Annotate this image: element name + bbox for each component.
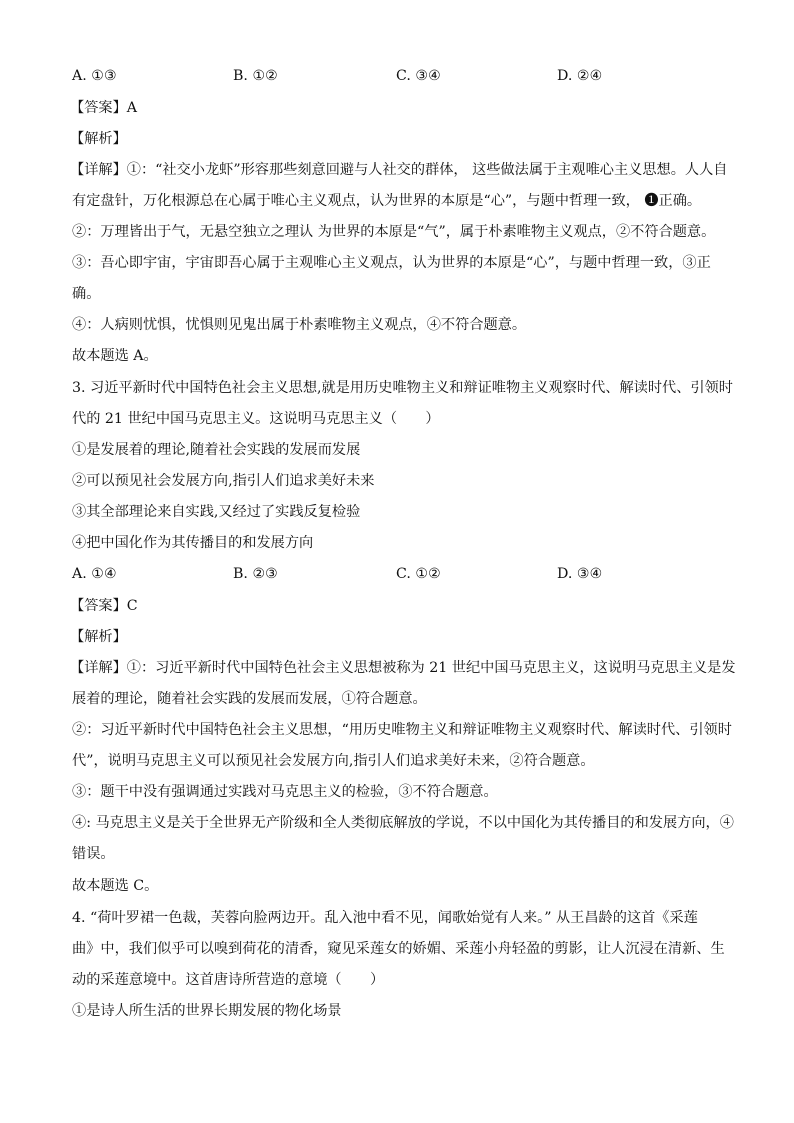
q3-statement: ①是发展着的理论,随着社会实践的发展而发展 <box>72 442 361 458</box>
q3-detail-line: ③：题干中没有强调通过实践对马克思主义的检验，③不符合题意。 <box>72 784 498 800</box>
q3-statement: ②可以预见社会发展方向,指引人们追求美好未来 <box>72 473 375 489</box>
q2-detail-line: 【详解】①：“社交小龙虾”形容那些刻意回避与人社交的群体， 这些做法属于主观唯心主义思想。人人自 <box>70 162 728 178</box>
q3-detail-line: 展着的理论，随着社会实践的发展而发展，①符合题意。 <box>72 691 427 707</box>
q3-stem-line: 代的 21 世纪中国马克思主义。这说明马克思主义（ ） <box>72 411 440 427</box>
q2-detail-line: 确。 <box>72 286 101 302</box>
q3-option-d: D. ③④ <box>557 566 603 582</box>
q3-detail-line: ④: 马克思主义是关于全世界无产阶级和全人类彻底解放的学说，不以中国化为其传播目的和发展方向，④ <box>72 815 734 831</box>
q3-statement: ④把中国化作为其传播目的和发展方向 <box>72 535 314 551</box>
q4-stem-line: 动的采莲意境中。这首唐诗所营造的意境（ ） <box>72 972 385 988</box>
q2-conclusion: 故本题选 A。 <box>72 348 158 364</box>
q4-statement: ①是诗人所生活的世界长期发展的物化场景 <box>72 1003 342 1019</box>
q3-stem-line: 3. 习近平新时代中国特色社会主义思想,就是用历史唯物主义和辩证唯物主义观察时代、解读时代、引领时 <box>72 380 733 396</box>
q2-analysis-label: 【解析】 <box>70 131 127 147</box>
q2-option-b: B. ①② <box>233 68 278 84</box>
q3-option-b: B. ②③ <box>233 566 278 582</box>
q2-detail-line: ③：吾心即宇宙，宇宙即吾心属于主观唯心主义观点，认为世界的本原是“心”，与题中哲理一致，③正 <box>72 255 711 271</box>
q3-statement: ③其全部理论来自实践,又经过了实践反复检验 <box>72 504 361 520</box>
q3-detail-line: 错误。 <box>72 846 115 862</box>
q3-detail-line: ②：习近平新时代中国特色社会主义思想，“用历史唯物主义和辩证唯物主义观察时代、解读时代、引领时 <box>72 722 732 738</box>
q2-answer: 【答案】A <box>70 100 137 116</box>
q3-option-a: A. ①④ <box>72 566 117 582</box>
q3-detail-line: 代”，说明马克思主义可以预见社会发展方向,指引人们追求美好未来，②符合题意。 <box>72 753 595 769</box>
q2-option-a: A. ①③ <box>72 68 117 84</box>
q2-option-d: D. ②④ <box>557 68 603 84</box>
q3-answer: 【答案】C <box>70 598 138 614</box>
q2-detail-line: ②：万理皆出于气，无悬空独立之理认 为世界的本原是“气”，属于朴素唯物主义观点，②不符合题意。 <box>72 224 716 240</box>
q3-analysis-label: 【解析】 <box>70 629 127 645</box>
q3-detail-line: 【详解】①：习近平新时代中国特色社会主义思想被称为 21 世纪中国马克思主义，这说明马克思主义是发 <box>70 660 736 676</box>
q3-conclusion: 故本题选 C。 <box>72 878 159 894</box>
q4-stem-line: 4. “荷叶罗裙一色裁，芙蓉向脸两边开。乱入池中看不见，闻歌始觉有人来。” 从王昌龄的这首《采莲 <box>72 910 698 926</box>
q2-option-c: C. ③④ <box>396 68 441 84</box>
q4-stem-line: 曲》中，我们似乎可以嗅到荷花的清香，窥见采莲女的娇媚、采莲小舟轻盈的剪影，让人沉浸在清新、生 <box>72 941 725 957</box>
q3-option-c: C. ①② <box>396 566 441 582</box>
q2-detail-line: 有定盘针，万化根源总在心属于唯心主义观点，认为世界的本原是“心”，与题中哲理一致， ❶正确。 <box>72 193 702 209</box>
q2-detail-line: ④：人病则忧惧，忧惧则见鬼出属于朴素唯物主义观点，④不符合题意。 <box>72 317 527 333</box>
